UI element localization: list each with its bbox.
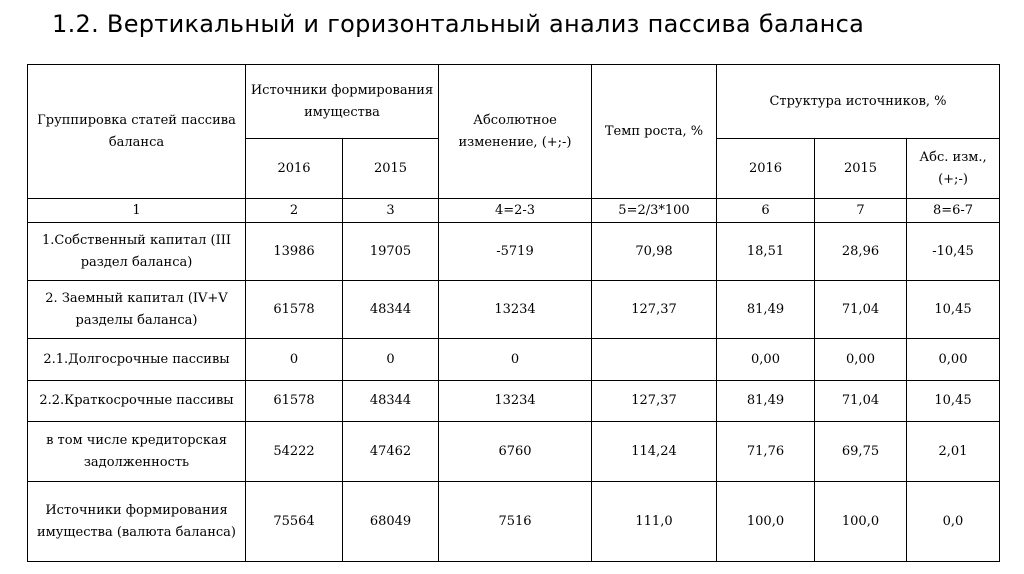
cell-struct-2016: 100,0 [717,482,815,562]
cell-struct-2016: 81,49 [717,281,815,339]
row-name: в том числе кредиторская задолженность [28,422,246,482]
cell-2016: 54222 [246,422,343,482]
col-num: 1 [28,199,246,223]
cell-growth [592,339,717,381]
cell-struct-2015: 71,04 [815,281,907,339]
header-group: Группировка статей пассива баланса [28,65,246,199]
cell-2015: 0 [343,339,439,381]
cell-struct-abs: 10,45 [907,281,1000,339]
cell-2015: 48344 [343,381,439,422]
header-struct-2016: 2016 [717,139,815,199]
header-structure: Структура источников, % [717,65,1000,139]
cell-struct-2015: 69,75 [815,422,907,482]
row-name: Источники формирования имущества (валюта баланса) [28,482,246,562]
cell-2016: 75564 [246,482,343,562]
cell-2016: 13986 [246,223,343,281]
table-row [28,339,1000,381]
cell-struct-abs: 0,00 [907,339,1000,381]
page-title: 1.2. Вертикальный и горизонтальный анализ пассива баланса [52,10,865,38]
cell-growth: 127,37 [592,281,717,339]
col-num: 8=6-7 [907,199,1000,223]
row-name: 2.1.Долгосрочные пассивы [28,339,246,381]
col-num: 6 [717,199,815,223]
cell-abs: -5719 [439,223,592,281]
cell-abs: 7516 [439,482,592,562]
cell-struct-2016: 18,51 [717,223,815,281]
cell-2015: 47462 [343,422,439,482]
header-struct-2015: 2015 [815,139,907,199]
column-number-row [28,199,1000,223]
cell-2016: 61578 [246,281,343,339]
cell-struct-2016: 71,76 [717,422,815,482]
header-year-2016: 2016 [246,139,343,199]
header-abs-change: Абсолютное изменение, (+;-) [439,65,592,199]
cell-abs: 6760 [439,422,592,482]
cell-growth: 70,98 [592,223,717,281]
balance-table [27,64,1000,562]
cell-2016: 0 [246,339,343,381]
cell-2015: 68049 [343,482,439,562]
row-name: 1.Собственный капитал (III раздел баланса) [28,223,246,281]
table-row [28,422,1000,482]
cell-2015: 48344 [343,281,439,339]
cell-2015: 19705 [343,223,439,281]
col-num: 3 [343,199,439,223]
col-num: 5=2/3*100 [592,199,717,223]
table-row-total [28,482,1000,562]
table-row [28,381,1000,422]
col-num: 2 [246,199,343,223]
cell-struct-abs: 2,01 [907,422,1000,482]
cell-growth: 114,24 [592,422,717,482]
cell-abs: 13234 [439,381,592,422]
header-growth: Темп роста, % [592,65,717,199]
header-row-1 [28,65,1000,139]
cell-struct-2015: 28,96 [815,223,907,281]
cell-struct-2015: 100,0 [815,482,907,562]
row-name: 2. Заемный капитал (IV+V разделы баланса) [28,281,246,339]
col-num: 7 [815,199,907,223]
cell-struct-2015: 0,00 [815,339,907,381]
header-year-2015: 2015 [343,139,439,199]
cell-2016: 61578 [246,381,343,422]
table-row [28,223,1000,281]
cell-struct-2016: 81,49 [717,381,815,422]
header-struct-abs: Абс. изм., (+;-) [907,139,1000,199]
col-num: 4=2-3 [439,199,592,223]
cell-struct-2016: 0,00 [717,339,815,381]
cell-struct-abs: -10,45 [907,223,1000,281]
cell-struct-2015: 71,04 [815,381,907,422]
cell-struct-abs: 10,45 [907,381,1000,422]
cell-abs: 0 [439,339,592,381]
cell-abs: 13234 [439,281,592,339]
cell-growth: 127,37 [592,381,717,422]
cell-growth: 111,0 [592,482,717,562]
cell-struct-abs: 0,0 [907,482,1000,562]
header-sources: Источники формирования имущества [246,65,439,139]
row-name: 2.2.Краткосрочные пассивы [28,381,246,422]
table-row [28,281,1000,339]
